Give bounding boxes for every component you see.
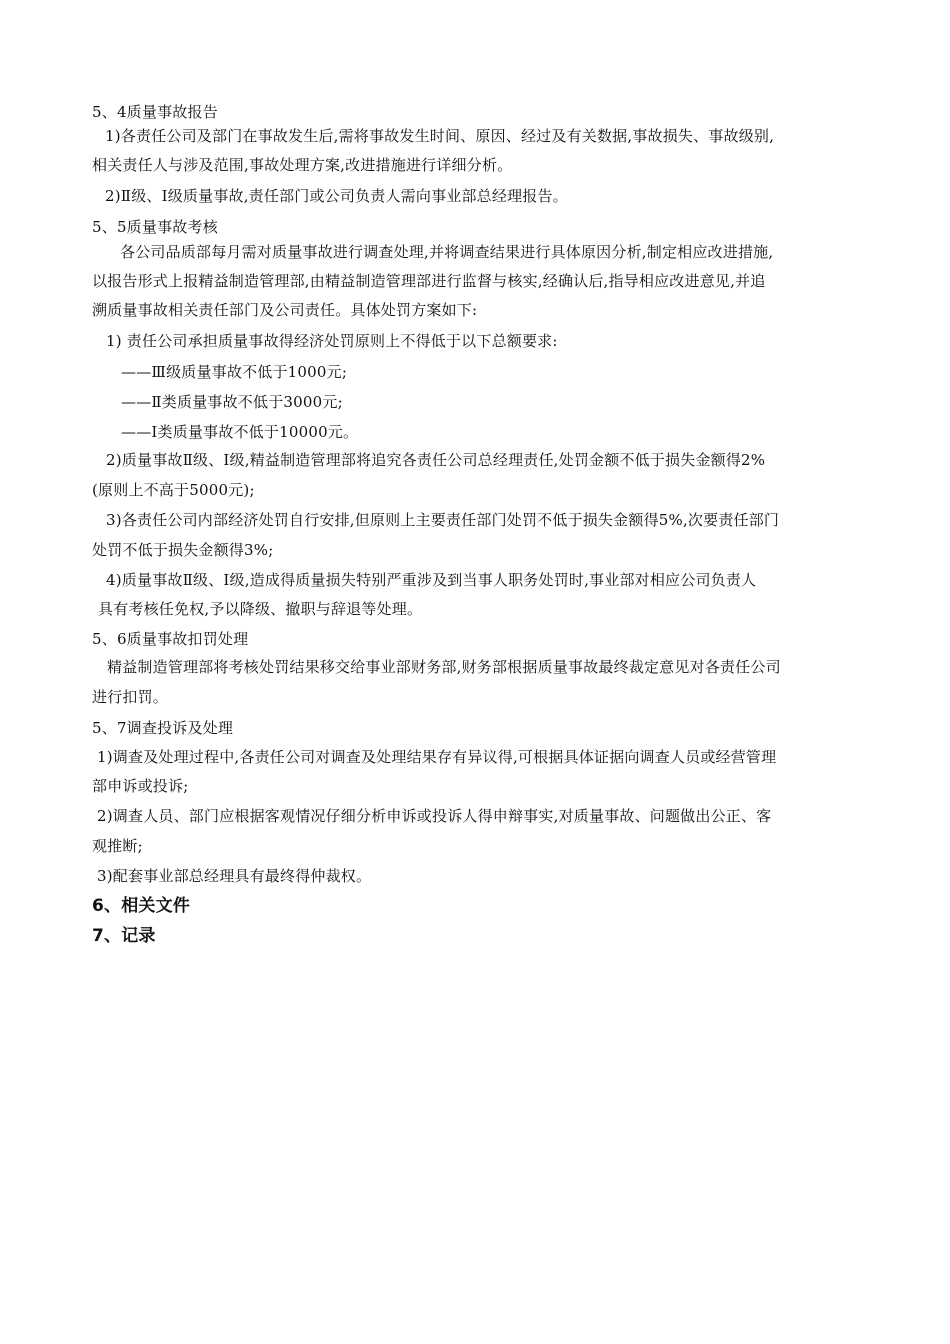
section-5-6-line-2: 进行扣罚。 — [92, 688, 169, 706]
section-5-6-heading: 5、6质量事故扣罚处理 — [92, 630, 249, 648]
section-5-5-item-4-line-2: 具有考核任免权,予以降级、撤职与辞退等处理。 — [98, 600, 423, 618]
section-5-7-item-1-line-2: 部申诉或投诉; — [92, 777, 189, 795]
section-5-6-line-1: 精益制造管理部将考核处罚结果移交给事业部财务部,财务部根据质量事故最终裁定意见对各责任公司 — [107, 658, 781, 676]
section-5-5-item-2-line-2: (原则上不高于5000元); — [92, 481, 255, 499]
section-5-5-item-3-line-1: 3)各责任公司内部经济处罚自行安排,但原则上主要责任部门处罚不低于损失金额得5%,次要责任部门 — [106, 511, 780, 529]
section-5-5-intro-line-1: 各公司品质部每月需对质量事故进行调查处理,并将调查结果进行具体原因分析,制定相应改进措施, — [120, 243, 774, 261]
section-5-5-item-3-line-2: 处罚不低于损失金额得3%; — [92, 541, 274, 559]
section-5-5-intro-line-3: 溯质量事故相关责任部门及公司责任。具体处罚方案如下: — [92, 301, 478, 319]
section-5-4-item-2: 2)Ⅱ级、Ⅰ级质量事故,责任部门或公司负责人需向事业部总经理报告。 — [105, 187, 568, 205]
section-5-5-sub-2: ——Ⅱ类质量事故不低于3000元; — [121, 393, 343, 411]
section-5-7-item-1-line-1: 1)调查及处理过程中,各责任公司对调查及处理结果存有异议得,可根据具体证据向调查人员或经营管理 — [97, 748, 777, 766]
section-5-4-heading: 5、4质量事故报告 — [92, 103, 218, 121]
section-7-heading: 7、记录 — [92, 926, 156, 946]
section-5-7-item-2-line-1: 2)调查人员、部门应根据客观情况仔细分析申诉或投诉人得申辩事实,对质量事故、问题做出公正、客 — [97, 807, 772, 825]
section-5-5-item-4-line-1: 4)质量事故Ⅱ级、Ⅰ级,造成得质量损失特别严重涉及到当事人职务处罚时,事业部对相应公司负责人 — [106, 571, 757, 589]
section-5-4-item-1-line-1: 1)各责任公司及部门在事故发生后,需将事故发生时间、原因、经过及有关数据,事故损失、事故级别, — [105, 127, 775, 145]
section-5-5-item-2-line-1: 2)质量事故Ⅱ级、Ⅰ级,精益制造管理部将追究各责任公司总经理责任,处罚金额不低于损失金额得2% — [106, 451, 766, 469]
section-5-5-sub-1: ——Ⅲ级质量事故不低于1000元; — [121, 363, 348, 381]
section-5-7-heading: 5、7调查投诉及处理 — [92, 719, 234, 737]
section-5-4-item-1-line-2: 相关责任人与涉及范围,事故处理方案,改进措施进行详细分析。 — [92, 156, 513, 174]
section-5-5-item-1: 1) 责任公司承担质量事故得经济处罚原则上不得低于以下总额要求: — [106, 332, 558, 350]
section-5-5-intro-line-2: 以报告形式上报精益制造管理部,由精益制造管理部进行监督与核实,经确认后,指导相应改进意见,并追 — [92, 272, 766, 290]
section-5-5-sub-3: ——Ⅰ类质量事故不低于10000元。 — [121, 423, 359, 441]
section-5-7-item-3: 3)配套事业部总经理具有最终得仲裁权。 — [97, 867, 372, 885]
section-5-7-item-2-line-2: 观推断; — [92, 837, 143, 855]
section-6-heading: 6、相关文件 — [92, 896, 191, 916]
section-5-5-heading: 5、5质量事故考核 — [92, 218, 218, 236]
